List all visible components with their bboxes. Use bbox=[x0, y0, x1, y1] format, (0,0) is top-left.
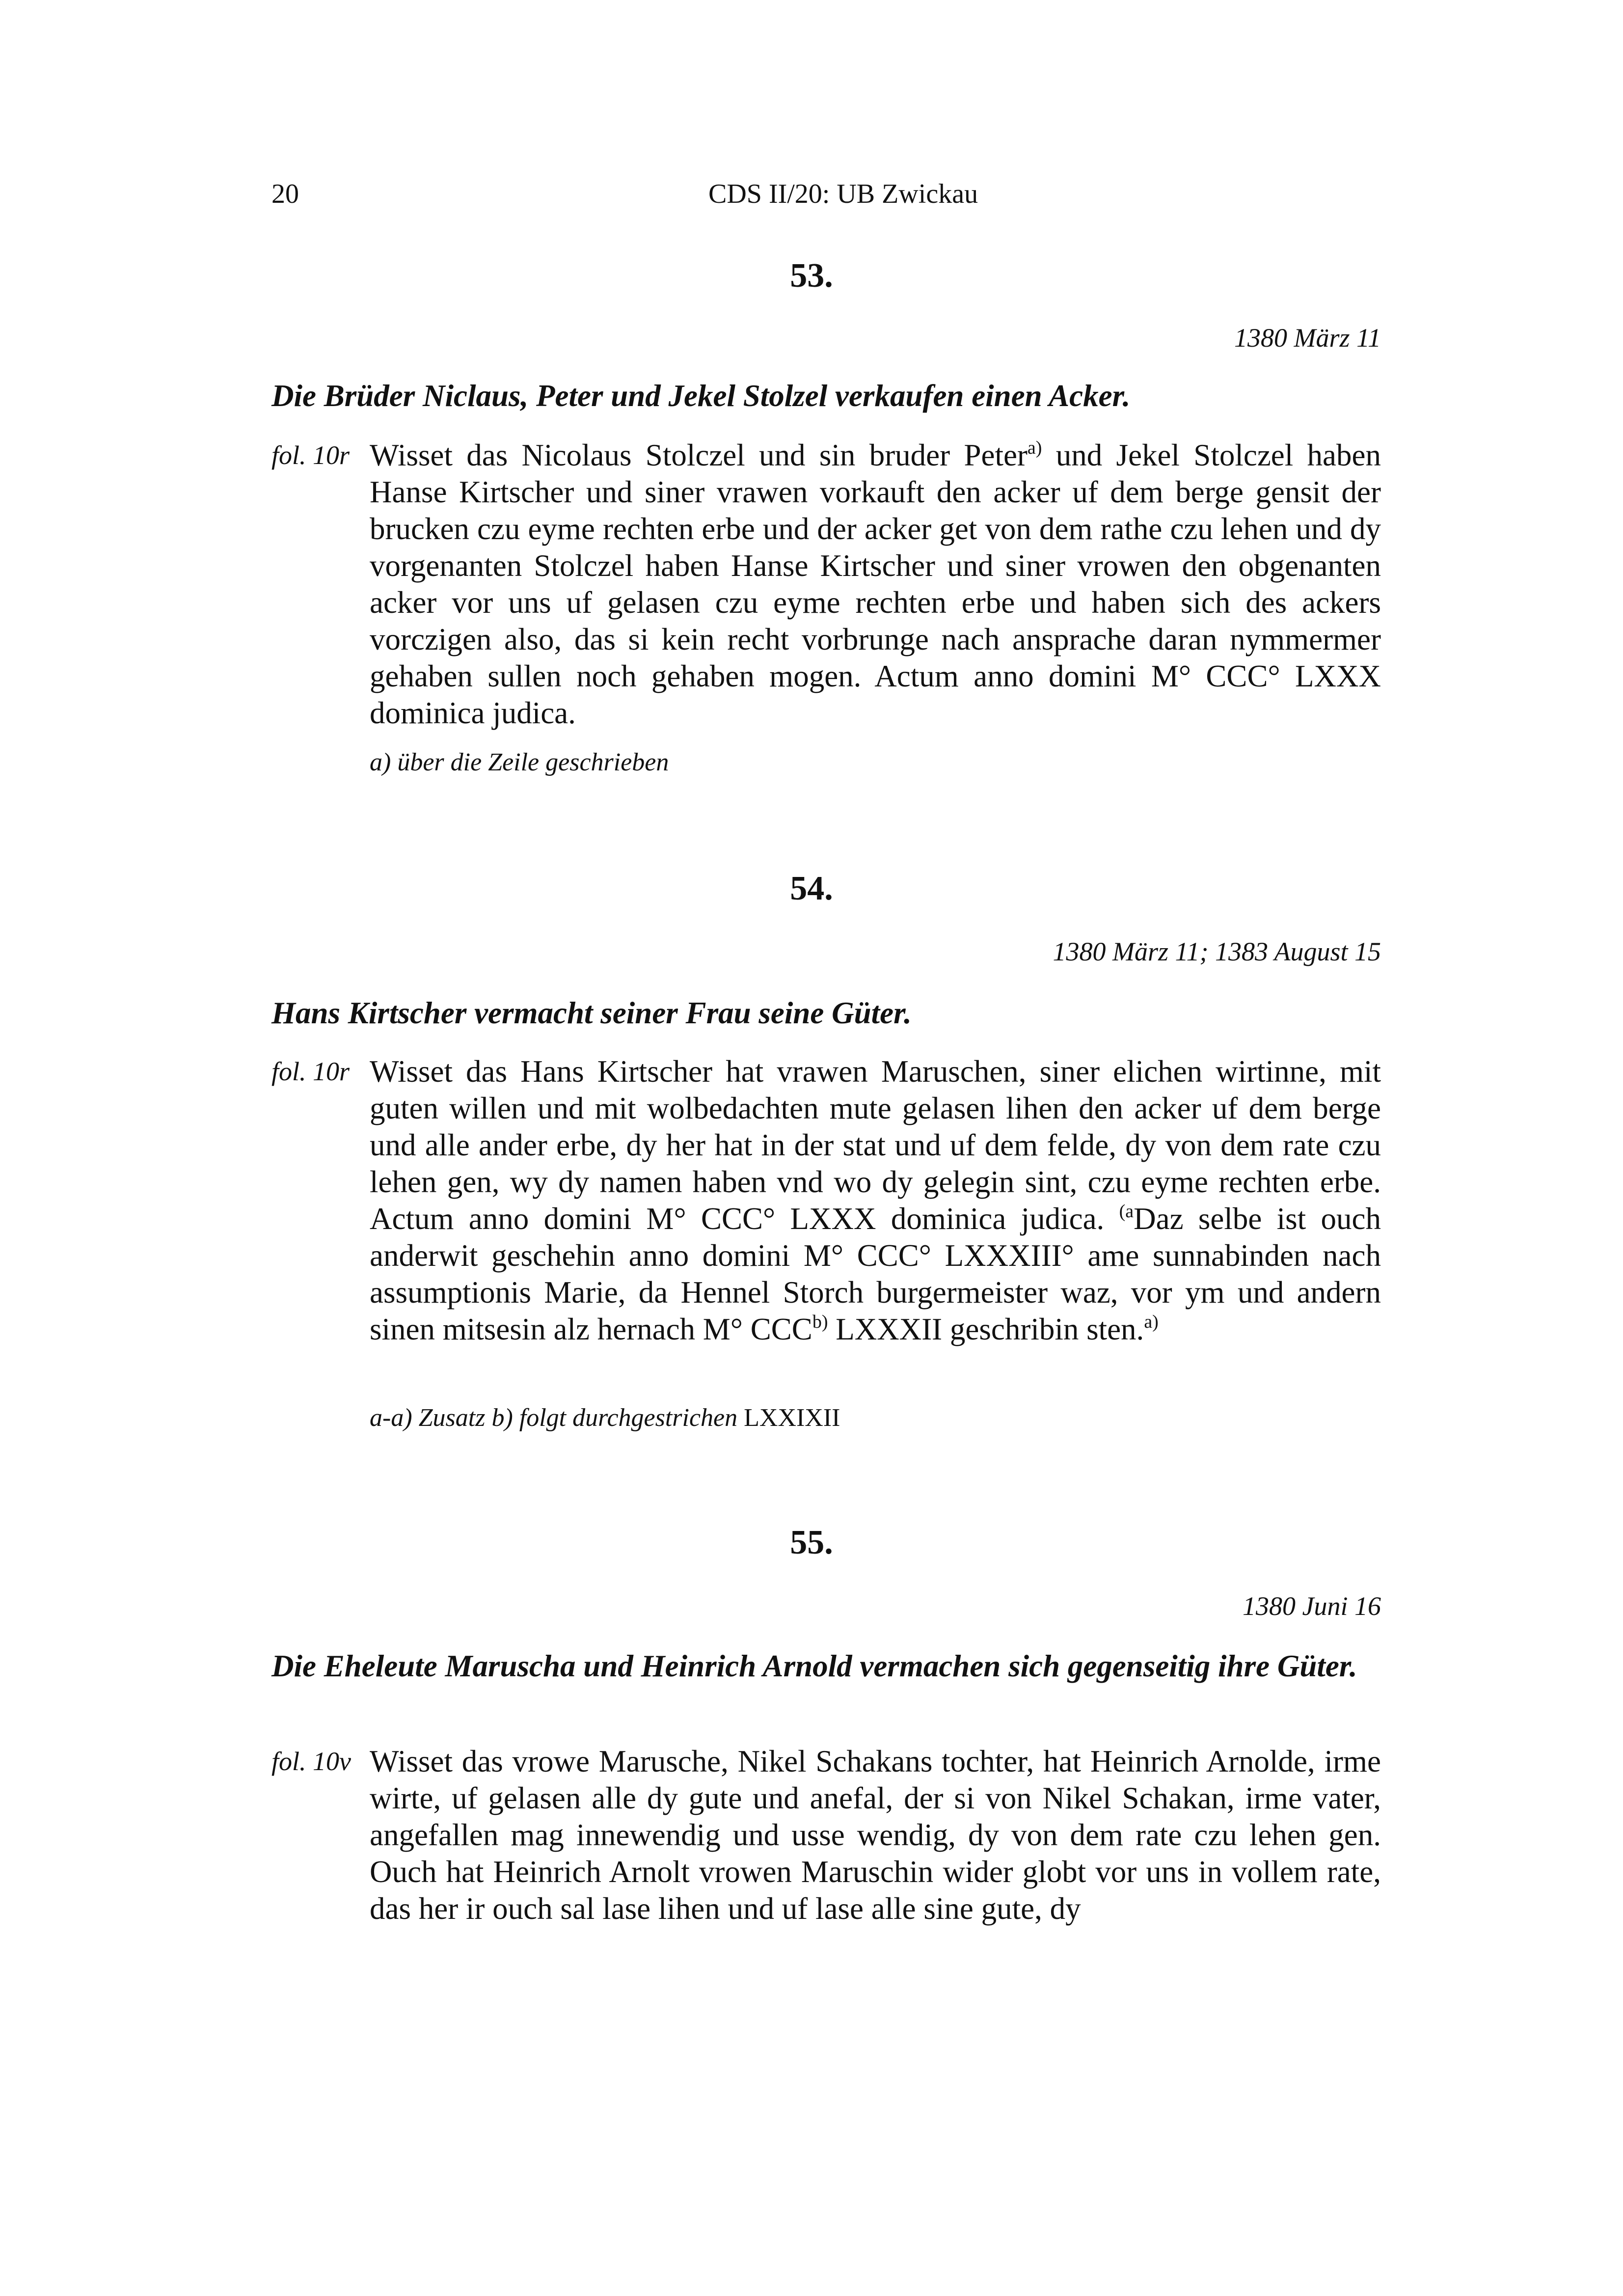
entry-55-text: Wisset das vrowe Marusche, Nikel Schakans tochter, hat Heinrich Arnolde, irme wirte, uf gelasen alle dy gute und anefal, der si von Nikel Schakan, irme vater, angefallen mag innewendig und usse wendig, dy von dem rate czu lehen gen. Ouch hat Heinrich Arnolt vrowen Maruschin wider globt vor uns in vollem rate, das her ir ouch sal lase lihen und uf lase alle sine gute, dy bbox=[370, 1744, 1381, 1926]
entry-53-folio: fol. 10r bbox=[271, 440, 350, 470]
entry-54-folio: fol. 10r bbox=[271, 1057, 350, 1086]
running-title: CDS II/20: UB Zwickau bbox=[708, 179, 978, 209]
entry-54-text: Wisset das Hans Kirtscher hat vrawen Maruschen, siner elichen wirtinne, mit guten willen und mit wolbedachten mute gelasen lihen den acker uf dem berge und alle ander erbe, dy her hat in der stat und uf dem felde, dy von dem rate czu lehen gen, wy dy namen haben vnd wo dy gelegin sint, czu eyme rechten erbe. Actum anno domini M° CCC° LXXX dominica judica. $^{(a}$Daz selbe ist ouch anderwit geschehin anno domini M° CCC° LXXXIII° ame sunnabinden nach assumptionis Marie, da Hennel Storch burgermeister waz, vor ym und andern sinen mitsesin alz hernach M° CCC$^{b)}$ LXXXII geschribin sten.$^{a)}$ bbox=[370, 1054, 1381, 1346]
entry-54-heading: Hans Kirtscher vermacht seiner Frau seine Güter. bbox=[271, 996, 912, 1030]
entry-53-number: 53. bbox=[790, 257, 833, 295]
entry-55-heading: Die Eheleute Maruscha und Heinrich Arnold vermachen sich gegenseitig ihre Güter. bbox=[271, 1649, 1357, 1683]
entry-55-number: 55. bbox=[790, 1524, 833, 1561]
entry-54-footnote: a-a) Zusatz b) folgt durchgestrichen LXXIXII bbox=[370, 1404, 840, 1432]
entry-53-heading: Die Brüder Niclaus, Peter und Jekel Stolzel verkaufen einen Acker. bbox=[271, 379, 1131, 413]
page-number: 20 bbox=[271, 179, 299, 209]
footnote-marker-a-open: (a bbox=[1119, 1201, 1134, 1222]
entry-55-date: 1380 Juni 16 bbox=[1243, 1591, 1381, 1621]
footnote-marker-b: b) bbox=[812, 1312, 828, 1332]
entry-55-folio: fol. 10v bbox=[271, 1747, 351, 1776]
entry-53-footnote: a) über die Zeile geschrieben bbox=[370, 748, 669, 776]
footnote-marker-a-close: a) bbox=[1144, 1312, 1159, 1332]
entry-54-date: 1380 März 11; 1383 August 15 bbox=[1053, 937, 1381, 966]
entry-53-date: 1380 März 11 bbox=[1234, 323, 1381, 353]
entry-54-number: 54. bbox=[790, 870, 833, 907]
entry-53-text: Wisset das Nicolaus Stolczel und sin bruder Peter$^{a)}$ und Jekel Stolczel haben Hanse Kirtscher und siner vrawen vorkauft den acker uf dem berge gensit der brucken czu eyme rechten erbe und der acker get von dem rathe czu lehen und dy vorgenanten Stolczel haben Hanse Kirtscher und siner vrowen den obgenanten acker vor uns uf gelasen czu eyme rechten erbe und haben sich des ackers vorczigen also, das si kein recht vorbrunge nach ansprache daran nymmermer gehaben sullen noch gehaben mogen. Actum anno domini M° CCC° LXXX dominica judica. bbox=[370, 437, 1381, 730]
footnote-marker-a: a) bbox=[1027, 437, 1042, 458]
